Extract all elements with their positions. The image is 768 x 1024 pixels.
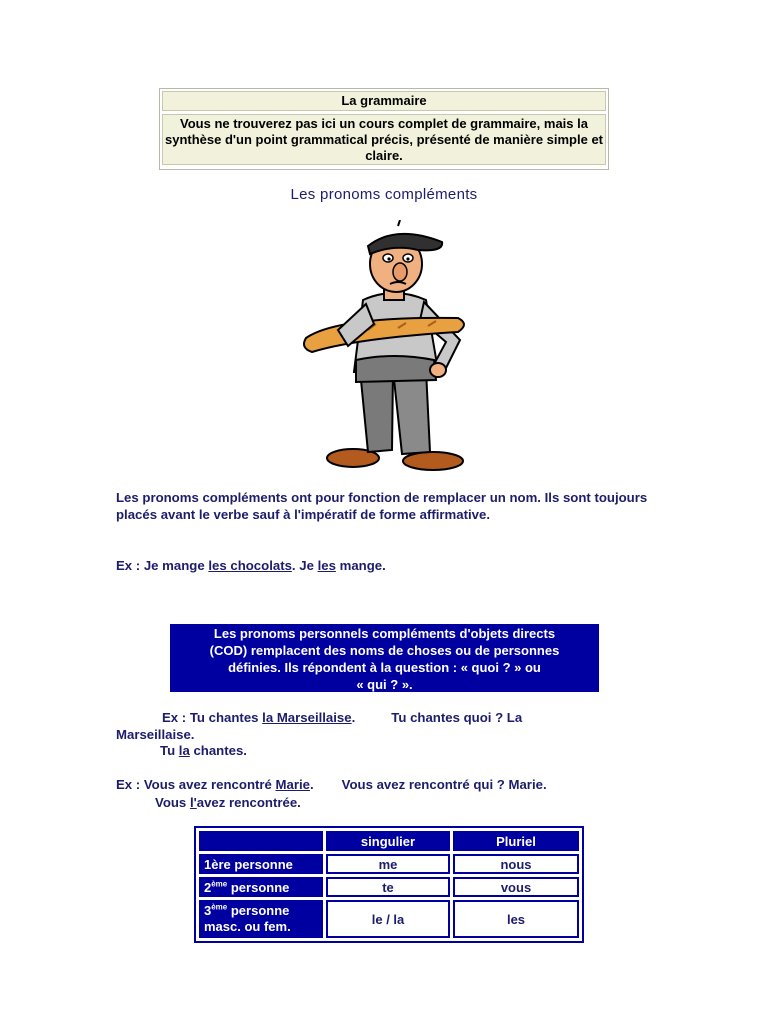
table-header-row [199,831,579,851]
row-label-rest: personne [227,903,290,918]
table-row [199,900,579,938]
cod-definition-box [170,624,599,692]
example-2-question: Tu chantes quoi ? La [391,710,523,725]
row-label-text: 1ère personne [204,856,293,872]
table-row-label [199,877,323,897]
example-2-line-3 [160,742,247,759]
example-3-line2-suffix: avez rencontrée. [196,795,301,810]
intro-paragraph: Les pronoms compléments ont pour fonction de remplacer un nom. Ils sont toujours placés avant le verbe sauf à l'impératif de forme affirmative. [116,490,648,522]
example-3-prefix: Ex : Vous avez rencontré [116,777,276,792]
table-cell-singulier: me [326,854,450,874]
example-1-prefix: Ex : Je mange [116,558,209,573]
row-label-rest: personne [227,879,290,895]
example-2-prefix: Ex : Tu chantes [162,710,263,725]
table-row [199,877,579,897]
example-3-line-2 [155,794,301,811]
header-box [159,88,609,170]
example-2-line3-suffix: chantes. [189,743,247,758]
example-3-line-1 [116,776,676,793]
example-3-line2-prefix: Vous [155,795,190,810]
cod-line-1: Les pronoms personnels compléments d'objets directs [213,626,556,641]
row-label-sup: ème [211,879,228,889]
cod-line-4: « qui ? ». [356,677,413,692]
table-row [199,854,579,874]
example-3-noun: Marie [275,777,310,792]
example-2-after-noun: . [351,710,356,725]
table-header-singulier: singulier [326,831,450,851]
example-3-question: Vous avez rencontré qui ? Marie. [341,777,547,792]
row-label-sup: ème [211,902,228,912]
example-1 [116,557,656,574]
row-label-num: 3 [204,903,212,918]
table-cell-pluriel: les [453,900,579,938]
example-1-pronoun: les [317,558,336,573]
cod-line-3: définies. Ils répondent à la question : « quoi ? » ou [228,660,541,675]
example-2-noun: la Marseillaise [262,710,352,725]
example-1-middle: . Je [291,558,318,573]
table-header-pluriel: Pluriel [453,831,579,851]
table-cell-singulier: le / la [326,900,450,938]
example-2-line3-prefix: Tu [160,743,179,758]
example-1-noun: les chocolats [208,558,292,573]
example-2-pronoun: la [178,743,190,758]
header-title: La grammaire [162,91,606,111]
table-header-empty [199,831,323,851]
row-label-line2: masc. ou fem. [204,919,291,934]
example-3-pronoun: l' [189,795,197,810]
table-row-label [199,900,323,938]
pronoun-table [194,826,584,943]
header-description: Vous ne trouverez pas ici un cours complet de grammaire, mais la synthèse d'un point grammatical précis, présenté de manière simple et claire. [162,114,606,165]
table-cell-singulier: te [326,877,450,897]
row-label-num: 2 [204,879,212,895]
table-row-label [199,854,323,874]
cod-line-2: (COD) remplacent des noms de choses ou de personnes [209,643,560,658]
page-title: Les pronoms compléments [290,186,478,203]
example-1-suffix: mange. [335,558,386,573]
table-cell-pluriel: vous [453,877,579,897]
table-cell-pluriel: nous [453,854,579,874]
example-3-after-noun: . [309,777,314,792]
example-2-line-1 [116,709,676,743]
man-with-baguette-illustration [298,220,470,475]
example-2-answer: Marseillaise. [116,727,195,742]
